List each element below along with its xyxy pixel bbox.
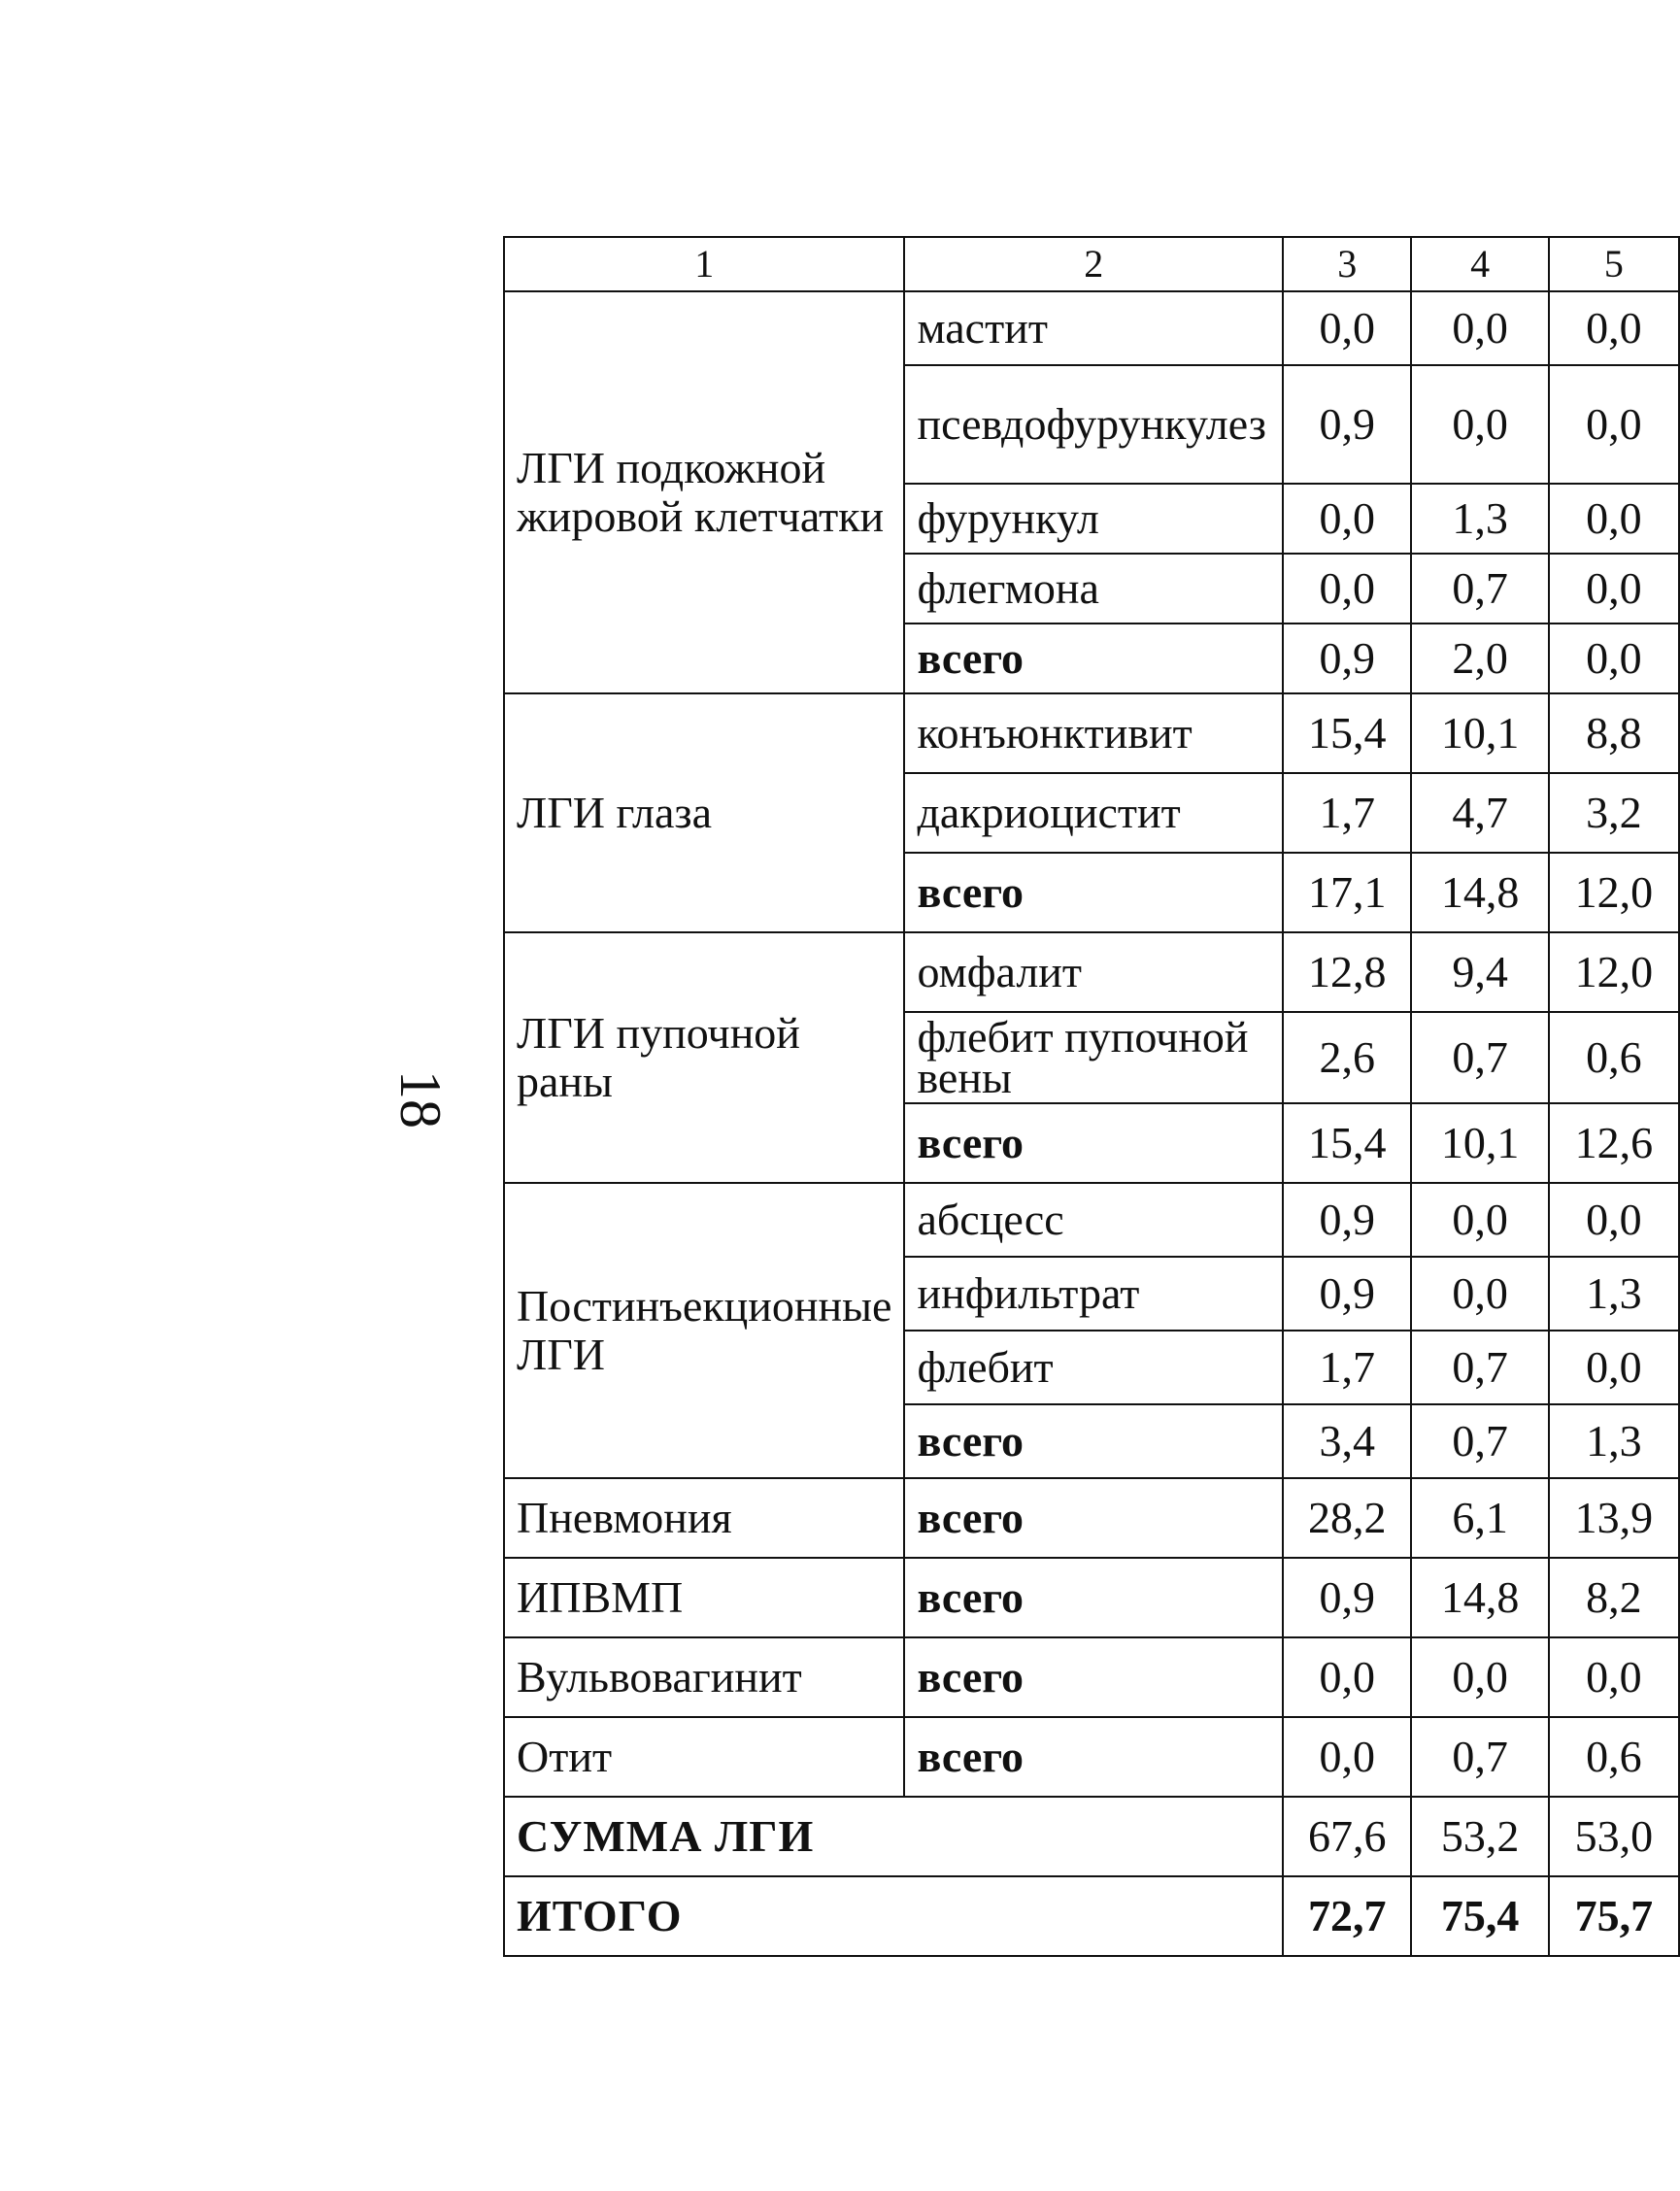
subcategory-label: всего <box>904 1637 1283 1717</box>
subcategory-label: всего <box>904 1717 1283 1797</box>
value-cell: 0,0 <box>1549 624 1679 693</box>
value-cell: 0,0 <box>1283 554 1411 624</box>
header-row <box>504 237 1679 291</box>
value-cell: 9,4 <box>1411 932 1548 1012</box>
value-cell: 1,3 <box>1411 484 1548 554</box>
table-row <box>504 1478 1679 1558</box>
column-header: 5 <box>1549 237 1679 291</box>
value-cell: 0,9 <box>1283 624 1411 693</box>
group-label: Вульвовагинит <box>504 1637 904 1717</box>
value-cell: 0,0 <box>1549 1637 1679 1717</box>
value-cell: 0,0 <box>1411 1183 1548 1257</box>
subcategory-label: абсцесс <box>904 1183 1283 1257</box>
value-cell: 75,7 <box>1549 1876 1679 1956</box>
value-cell: 2,0 <box>1411 624 1548 693</box>
value-cell: 67,6 <box>1283 1797 1411 1876</box>
subcategory-label: омфалит <box>904 932 1283 1012</box>
column-header: 1 <box>504 237 904 291</box>
group-label: ЛГИ подкожной жировой клетчатки <box>504 291 904 693</box>
value-cell: 3,4 <box>1283 1404 1411 1478</box>
value-cell: 0,0 <box>1549 291 1679 365</box>
subcategory-label: флегмона <box>904 554 1283 624</box>
value-cell: 6,1 <box>1411 1478 1548 1558</box>
value-cell: 0,0 <box>1283 1717 1411 1797</box>
page-number: 18 <box>388 1070 453 1129</box>
value-cell: 8,2 <box>1549 1558 1679 1637</box>
value-cell: 53,0 <box>1549 1797 1679 1876</box>
subcategory-label: всего <box>904 853 1283 932</box>
statistics-table <box>503 236 1680 1957</box>
value-cell: 14,8 <box>1411 853 1548 932</box>
value-cell: 0,0 <box>1549 554 1679 624</box>
value-cell: 0,9 <box>1283 1257 1411 1331</box>
value-cell: 4,7 <box>1411 773 1548 853</box>
value-cell: 0,7 <box>1411 1404 1548 1478</box>
table-row <box>504 1637 1679 1717</box>
summary-label: ИТОГО <box>504 1876 1283 1956</box>
value-cell: 0,7 <box>1411 1331 1548 1404</box>
value-cell: 0,0 <box>1411 1257 1548 1331</box>
value-cell: 0,0 <box>1411 365 1548 484</box>
value-cell: 12,0 <box>1549 853 1679 932</box>
value-cell: 3,2 <box>1549 773 1679 853</box>
value-cell: 8,8 <box>1549 693 1679 773</box>
value-cell: 53,2 <box>1411 1797 1548 1876</box>
value-cell: 0,9 <box>1283 365 1411 484</box>
subcategory-label: флебит <box>904 1331 1283 1404</box>
subcategory-label: флебит пупочной вены <box>904 1012 1283 1103</box>
value-cell: 0,0 <box>1411 291 1548 365</box>
value-cell: 0,0 <box>1549 365 1679 484</box>
summary-label: СУММА ЛГИ <box>504 1797 1283 1876</box>
group-label: Пневмония <box>504 1478 904 1558</box>
value-cell: 72,7 <box>1283 1876 1411 1956</box>
group-label: ЛГИ глаза <box>504 693 904 932</box>
table-row <box>504 1183 1679 1257</box>
subcategory-label: всего <box>904 1478 1283 1558</box>
value-cell: 0,0 <box>1549 484 1679 554</box>
value-cell: 0,9 <box>1283 1558 1411 1637</box>
value-cell: 0,9 <box>1283 1183 1411 1257</box>
value-cell: 0,0 <box>1411 1637 1548 1717</box>
value-cell: 15,4 <box>1283 693 1411 773</box>
value-cell: 12,0 <box>1549 932 1679 1012</box>
column-header: 2 <box>904 237 1283 291</box>
value-cell: 75,4 <box>1411 1876 1548 1956</box>
table-row <box>504 1558 1679 1637</box>
value-cell: 10,1 <box>1411 693 1548 773</box>
table-row <box>504 932 1679 1012</box>
value-cell: 17,1 <box>1283 853 1411 932</box>
value-cell: 0,6 <box>1549 1012 1679 1103</box>
subcategory-label: всего <box>904 1558 1283 1637</box>
value-cell: 12,8 <box>1283 932 1411 1012</box>
value-cell: 1,7 <box>1283 773 1411 853</box>
value-cell: 0,7 <box>1411 554 1548 624</box>
table-row <box>504 1717 1679 1797</box>
value-cell: 28,2 <box>1283 1478 1411 1558</box>
group-label: Постинъекционные ЛГИ <box>504 1183 904 1478</box>
value-cell: 0,0 <box>1283 291 1411 365</box>
value-cell: 0,7 <box>1411 1012 1548 1103</box>
summary-row <box>504 1876 1679 1956</box>
value-cell: 15,4 <box>1283 1103 1411 1183</box>
value-cell: 14,8 <box>1411 1558 1548 1637</box>
value-cell: 0,0 <box>1283 1637 1411 1717</box>
subcategory-label: всего <box>904 624 1283 693</box>
subcategory-label: фурункул <box>904 484 1283 554</box>
subcategory-label: псевдофурункулез <box>904 365 1283 484</box>
value-cell: 1,7 <box>1283 1331 1411 1404</box>
column-header: 3 <box>1283 237 1411 291</box>
value-cell: 1,3 <box>1549 1404 1679 1478</box>
group-label: ЛГИ пупочной раны <box>504 932 904 1183</box>
value-cell: 13,9 <box>1549 1478 1679 1558</box>
group-label: ИПВМП <box>504 1558 904 1637</box>
value-cell: 0,0 <box>1549 1331 1679 1404</box>
value-cell: 2,6 <box>1283 1012 1411 1103</box>
subcategory-label: дакриоцистит <box>904 773 1283 853</box>
column-header: 4 <box>1411 237 1548 291</box>
subcategory-label: всего <box>904 1404 1283 1478</box>
value-cell: 10,1 <box>1411 1103 1548 1183</box>
subcategory-label: инфильтрат <box>904 1257 1283 1331</box>
summary-row <box>504 1797 1679 1876</box>
value-cell: 0,6 <box>1549 1717 1679 1797</box>
value-cell: 1,3 <box>1549 1257 1679 1331</box>
group-label: Отит <box>504 1717 904 1797</box>
table-row <box>504 693 1679 773</box>
value-cell: 12,6 <box>1549 1103 1679 1183</box>
subcategory-label: мастит <box>904 291 1283 365</box>
table-row <box>504 291 1679 365</box>
value-cell: 0,0 <box>1283 484 1411 554</box>
value-cell: 0,7 <box>1411 1717 1548 1797</box>
subcategory-label: конъюнктивит <box>904 693 1283 773</box>
value-cell: 0,0 <box>1549 1183 1679 1257</box>
subcategory-label: всего <box>904 1103 1283 1183</box>
